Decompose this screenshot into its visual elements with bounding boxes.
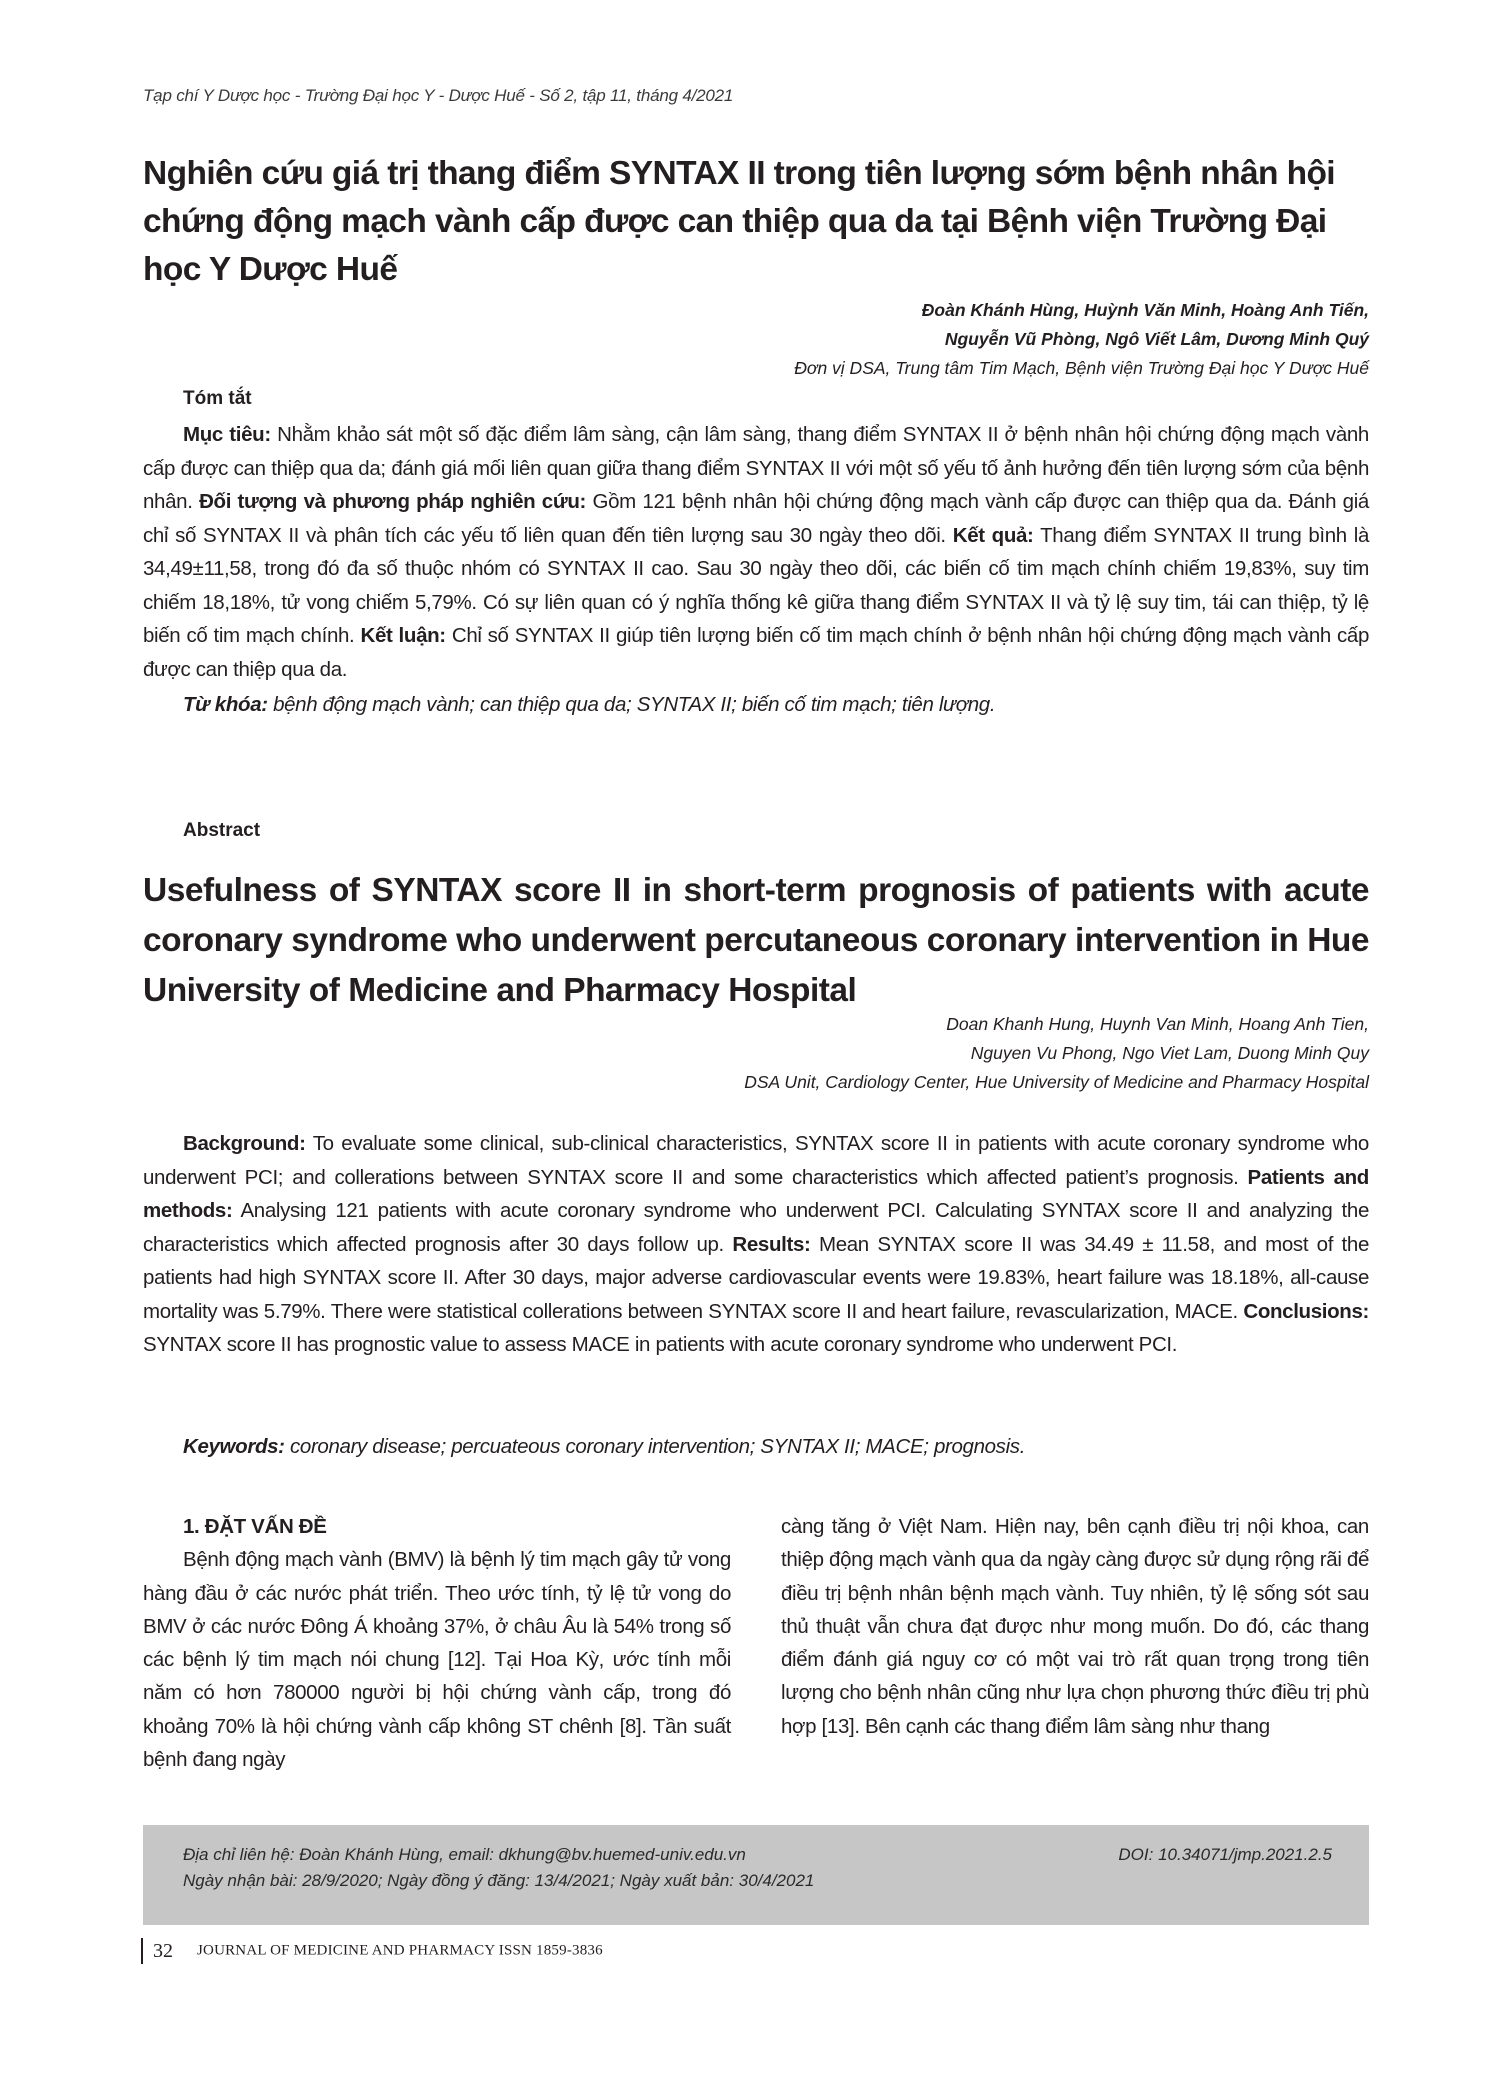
authors-vn (469, 296, 1369, 383)
results-label-vn: Kết quả: (952, 523, 1034, 547)
keywords-label-en: Keywords: (183, 1435, 285, 1458)
journal-name: JOURNAL OF MEDICINE AND PHARMACY ISSN 1859-3836 (197, 1942, 603, 1959)
methods-label-vn: Đối tượng và phương pháp nghiên cứu: (199, 490, 586, 513)
article-title-en: Usefulness of SYNTAX score II in short-term prognosis of patients with acute coronary syndrome who underwent percutaneous coronary intervention in Hue University of Medicine and Pharmacy Hospital (143, 872, 1369, 1009)
methods-text-vn: Gồm 121 bệnh nhân hội chứng động mạch vành cấp được can thiệp qua da. Đánh giá chỉ số SYNTAX II và phân tích các yếu tố liên quan đến tiên lượng sau 30 ngày theo dõi. (143, 490, 1369, 547)
conclusion-text-vn: Chỉ số SYNTAX II giúp tiên lượng biến cố tim mạch chính ở bệnh nhân hội chứng động mạch vành cấp được can thiệp qua da. (143, 624, 1370, 681)
footer-rule (141, 1938, 143, 1964)
submission-dates: Ngày nhận bài: 28/9/2020; Ngày đồng ý đăng: 13/4/2021; Ngày xuất bản: 30/4/2021 (183, 1871, 815, 1890)
running-head: Tạp chí Y Dược học - Trường Đại học Y - Dược Huế - Số 2, tập 11, tháng 4/2021 (143, 86, 734, 105)
authors-vn-line2: Nguyễn Vũ Phòng, Ngô Viết Lâm, Dương Minh Quý (944, 329, 1369, 349)
keywords-label-vn: Từ khóa: (183, 693, 268, 716)
affiliation-en: DSA Unit, Cardiology Center, Hue University of Medicine and Pharmacy Hospital (744, 1072, 1369, 1092)
keywords-text-vn: bệnh động mạch vành; can thiệp qua da; SYNTAX II; biến cố tim mạch; tiên lượng. (267, 693, 996, 716)
summary-heading-vn: Tóm tắt (183, 388, 252, 409)
contact-info-box (143, 1825, 1369, 1925)
introduction-text-right: càng tăng ở Việt Nam. Hiện nay, bên cạnh điều trị nội khoa, can thiệp động mạch vành qua da ngày càng được sử dụng rộng rãi để điều trị bệnh nhân bệnh mạch vành. Tuy nhiên, tỷ lệ sống sót sau thủ thuật vẫn chưa đạt được như mong muốn. Do đó, các thang điểm đánh giá nguy cơ có một vai trò rất quan trọng trong tiên lượng cho bệnh nhân cũng như lựa chọn phương thức điều trị phù hợp [13]. Bên cạnh các thang điểm lâm sàng như thang (781, 1515, 1369, 1738)
conclusions-text-en: SYNTAX score II has prognostic value to assess MACE in patients with acute coronary syndrome who underwent PCI. (143, 1333, 1178, 1356)
introduction-left-body: Bệnh động mạch vành (BMV) là bệnh lý tim mạch gây tử vong hàng đầu ở các nước phát triển. Theo ước tính, tỷ lệ tử vong do BMV ở các nước Đông Á khoảng 37%, ở châu Âu là 54% trong số các bệnh lý tim mạch nói chung [12]. Tại Hoa Kỳ, ước tính mỗi năm có hơn 780000 người bị hội chứng vành cấp, trong đó khoảng 70% là hội chứng vành cấp không ST chênh [8]. Tần suất bệnh đang ngày (143, 1548, 731, 1772)
summary-paragraph-vn (143, 418, 1369, 686)
authors-en-line1: Doan Khanh Hung, Huynh Van Minh, Hoang Anh Tien, (946, 1014, 1369, 1034)
background-text: To evaluate some clinical, sub-clinical characteristics, SYNTAX score II in patients with acute coronary syndrome who underwent PCI; and collerations between SYNTAX score II and some characteristics which affected patient’s prognosis. (143, 1132, 1369, 1189)
body-column-left (143, 1510, 731, 1776)
authors-en (469, 1010, 1369, 1097)
methods-text-en: Analysing 121 patients with acute coronary syndrome who underwent PCI. Calculating SYNTAX score II and analyzing the characteristics which affected prognosis after 30 days follow up. (143, 1199, 1369, 1256)
objective-label: Mục tiêu: (183, 423, 271, 446)
results-text-en: Mean SYNTAX score II was 34.49 ± 11.58, and most of the patients had high SYNTAX score II. After 30 days, major adverse cardiovascular events were 19.83%, heart failure was 18.18%, all-cause mortality was 5.79%. There were statistical collerations between SYNTAX score II and heart failure, revascularization, MACE. (143, 1232, 1369, 1323)
conclusion-label-vn: Kết luận: (360, 624, 446, 647)
affiliation-vn: Đơn vị DSA, Trung tâm Tim Mạch, Bệnh viện Trường Đại học Y Dược Huế (794, 358, 1369, 378)
methods-label-en: Patients and methods: (143, 1165, 1369, 1222)
article-title-vn: Nghiên cứu giá trị thang điểm SYNTAX II trong tiên lượng sớm bệnh nhân hội chứng động mạch vành cấp được can thiệp qua da tại Bệnh viện Trường Đại học Y Dược Huế (143, 155, 1336, 288)
keywords-vn (143, 688, 1369, 722)
authors-vn-line1: Đoàn Khánh Hùng, Huỳnh Văn Minh, Hoàng Anh Tiến, (921, 300, 1369, 320)
abstract-paragraph-en (143, 1127, 1369, 1362)
page-number: 32 (153, 1939, 173, 1962)
doi: DOI: 10.34071/jmp.2021.2.5 (1118, 1845, 1332, 1864)
body-column-right (781, 1510, 1369, 1743)
authors-en-line2: Nguyen Vu Phong, Ngo Viet Lam, Duong Minh Quy (970, 1043, 1369, 1063)
contact-address: Địa chỉ liên hệ: Đoàn Khánh Hùng, email: dkhung@bv.huemed-univ.edu.vn (183, 1845, 746, 1864)
abstract-heading: Abstract (183, 820, 261, 841)
keywords-text-en: coronary disease; percuateous coronary intervention; SYNTAX II; MACE; prognosis. (284, 1435, 1026, 1458)
keywords-en (143, 1430, 1369, 1464)
page-footer (141, 1938, 603, 1964)
objective-text: Nhằm khảo sát một số đặc điểm lâm sàng, cận lâm sàng, thang điểm SYNTAX II ở bệnh nhân hội chứng động mạch vành cấp được can thiệp qua da; đánh giá mối liên quan giữa thang điểm SYNTAX II với một số yếu tố ảnh hưởng đến tiên lượng sớm của bệnh nhân. (143, 423, 1369, 513)
introduction-text-left (143, 1543, 731, 1776)
section-heading-introduction: 1. ĐẶT VẤN ĐỀ (183, 1515, 327, 1538)
results-text-vn: Thang điểm SYNTAX II trung bình là 34,49±11,58, trong đó đa số thuộc nhóm có SYNTAX II cao. Sau 30 ngày theo dõi, các biến cố tim mạch chính chiếm 19,83%, suy tim chiếm 18,18%, tử vong chiếm 5,79%. Có sự liên quan có ý nghĩa thống kê giữa thang điểm SYNTAX II và tỷ lệ suy tim, tái can thiệp, tỷ lệ biến cố tim mạch chính. (143, 523, 1370, 647)
background-label: Background: (183, 1132, 306, 1155)
results-label-en: Results: (732, 1232, 811, 1256)
conclusions-label-en: Conclusions: (1243, 1299, 1369, 1323)
